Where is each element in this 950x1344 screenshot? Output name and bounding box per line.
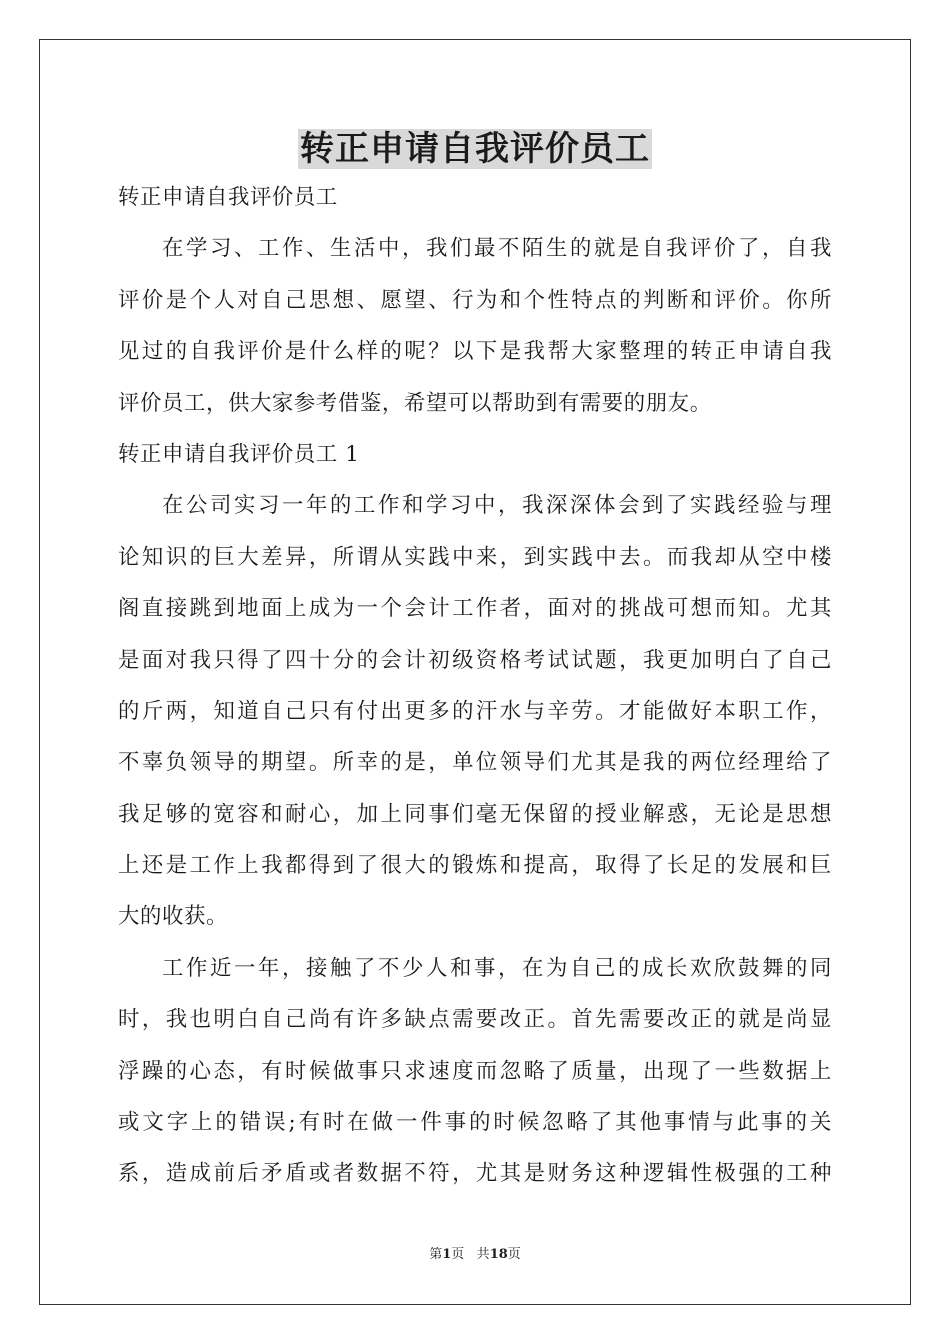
document-title-text: 转正申请自我评价员工	[300, 129, 650, 169]
paragraph-line: 我足够的宽容和耐心，加上同事们毫无保留的授业解惑，无论是思想	[118, 801, 832, 827]
paragraph-line: 评价员工，供大家参考借鉴，希望可以帮助到有需要的朋友。	[118, 390, 712, 416]
document-title	[0, 122, 950, 176]
total-pages: 18	[489, 1247, 508, 1262]
paragraph-line: 浮躁的心态，有时候做事只求速度而忽略了质量，出现了一些数据上	[118, 1058, 832, 1084]
page-suffix: 页	[451, 1247, 465, 1262]
paragraph-line: 不辜负领导的期望。所幸的是，单位领导们尤其是我的两位经理给了	[118, 750, 832, 776]
total-prefix: 共	[476, 1247, 490, 1262]
paragraph-line: 时，我也明白自己尚有许多缺点需要改正。首先需要改正的就是尚显	[118, 1007, 832, 1033]
paragraph-line: 的斤两，知道自己只有付出更多的汗水与辛劳。才能做好本职工作，	[118, 698, 832, 724]
page-prefix: 第	[429, 1247, 443, 1262]
paragraph-line: 在学习、工作、生活中，我们最不陌生的就是自我评价了，自我	[162, 236, 832, 262]
document-body	[118, 172, 832, 1200]
paragraph-line: 论知识的巨大差异，所谓从实践中来，到实践中去。而我却从空中楼	[118, 544, 832, 570]
paragraph-line: 评价是个人对自己思想、愿望、行为和个性特点的判断和评价。你所	[118, 287, 832, 313]
total-suffix: 页	[507, 1247, 521, 1262]
section-heading: 转正申请自我评价员工 1	[118, 441, 360, 467]
paragraph-line: 系，造成前后矛盾或者数据不符，尤其是财务这种逻辑性极强的工种	[118, 1161, 832, 1187]
page-number: 1	[442, 1247, 452, 1262]
paragraph-line: 工作近一年，接触了不少人和事，在为自己的成长欢欣鼓舞的同	[162, 955, 832, 981]
page-footer	[0, 1245, 950, 1265]
paragraph-line: 或文字上的错误;有时在做一件事的时候忽略了其他事情与此事的关	[118, 1110, 832, 1136]
paragraph-line: 见过的自我评价是什么样的呢？以下是我帮大家整理的转正申请自我	[118, 339, 832, 365]
paragraph-line: 在公司实习一年的工作和学习中，我深深体会到了实践经验与理	[162, 493, 832, 519]
paragraph-line: 阁直接跳到地面上成为一个会计工作者，面对的挑战可想而知。尤其	[118, 596, 832, 622]
paragraph-line: 大的收获。	[118, 904, 228, 930]
section-heading: 转正申请自我评价员工	[118, 185, 338, 210]
paragraph-line: 上还是工作上我都得到了很大的锻炼和提高，取得了长足的发展和巨	[118, 853, 832, 879]
paragraph-line: 是面对我只得了四十分的会计初级资格考试试题，我更加明白了自己	[118, 647, 832, 673]
